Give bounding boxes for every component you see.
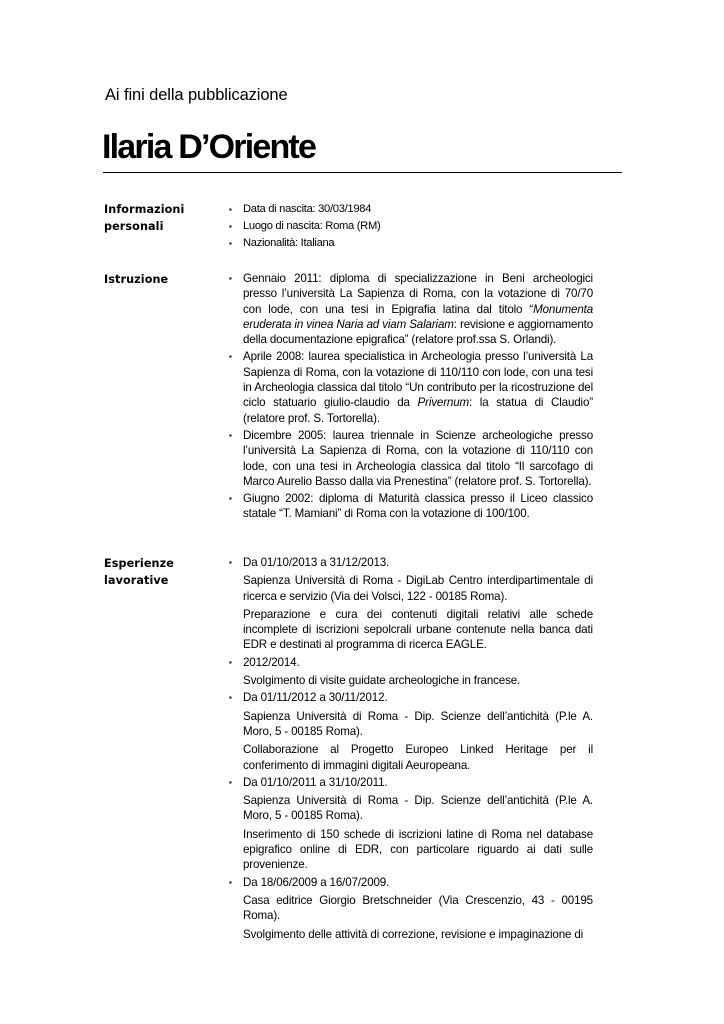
job-employer: Sapienza Università di Roma - DigiLab Centro interdipartimentale di ricerca e servizio (Via dei Volsci, 122 - 00185 Roma). <box>243 574 593 603</box>
education-list <box>229 271 594 522</box>
bullet-icon: ▪ <box>229 239 232 249</box>
section-label-line: Esperienze <box>104 557 174 570</box>
list-item <box>229 775 593 873</box>
bullet-icon: ▪ <box>229 430 232 440</box>
education-entry <box>243 271 593 347</box>
entry-italic-title: Monumenta eruderata in vinea Naria ad viam Salariam <box>243 302 593 331</box>
job-description: Collaborazione al Progetto Europeo Linked Heritage per il conferimento di immagini digitali Aeuropeana. <box>243 743 593 772</box>
education-entry: Dicembre 2005: laurea triennale in Scienze archeologiche presso l’università La Sapienza di Roma, con la votazione di 110/110 con lode, con una tesi in Archeologia classica dal titolo “Il sarcofago di Marco Aurelio Basso dalla via Prenestina” (relatore prof. S. Tortorella). <box>243 428 593 488</box>
job-period: Da 01/11/2012 a 30/11/2012. <box>243 691 388 705</box>
list-item <box>229 201 593 218</box>
entry-italic-title: Privernum <box>417 396 470 410</box>
list-item <box>229 271 594 347</box>
list-item <box>229 655 593 689</box>
section-label-line: Informazioni <box>104 203 185 216</box>
education-entry <box>243 349 593 425</box>
job-period: Da 01/10/2013 a 31/12/2013. <box>243 556 390 569</box>
list-item <box>229 235 593 252</box>
list-item <box>229 555 593 653</box>
list-item <box>229 690 593 772</box>
personal-nationality: Nazionalità: Italiana <box>243 237 335 250</box>
entry-text: Aprile 2008: laurea specialistica in Archeologia presso l’università La Sapienza di Roma, con la votazione di 110/110 con lode, con una tesi in Archeologia classica dal titolo “Un contributo per la ricostruzione del ciclo statuario giulio-claudio da <box>243 350 593 410</box>
bullet-icon: ▪ <box>229 693 232 703</box>
entry-text: : revisione e aggiornamento della documentazione epigrafica” (relatore prof.ssa S. Orlandi). <box>243 317 594 347</box>
section-label-personal <box>104 201 214 235</box>
list-item <box>229 428 593 489</box>
list-item <box>229 491 593 522</box>
personal-birthdate: Data di nascita: 30/03/1984 <box>243 203 372 215</box>
bullet-icon: ▪ <box>229 494 232 504</box>
bullet-icon: ▪ <box>229 222 232 232</box>
entry-text: Gennaio 2011: diploma di specializzazione in Beni archeologici presso l’università La Sapienza di Roma, con la votazione di 70/70 con lode, con una tesi in Epigrafia latina dal titolo “ <box>243 272 593 316</box>
publication-note: Ai fini della pubblicazione <box>105 86 288 104</box>
person-name: Ilaria D’Oriente <box>102 128 316 166</box>
section-label-line: personali <box>104 220 164 233</box>
personal-list <box>229 201 593 253</box>
title-divider <box>103 172 622 173</box>
personal-birthplace: Luogo di nascita: Roma (RM) <box>243 220 381 233</box>
entry-text: : la statua di Claudio” (relatore prof. S. Tortorella). <box>243 396 593 425</box>
job-description: Inserimento di 150 schede di iscrizioni latine di Roma nel database epigrafico online di EDR, con particolare riguardo ai dati sulle provenienze. <box>243 827 593 872</box>
list-item <box>229 218 593 235</box>
job-employer: Casa editrice Giorgio Bretschneider (Via Crescenzio, 43 - 00195 Roma). <box>243 893 593 923</box>
section-label-experience <box>104 555 214 589</box>
job-employer: Sapienza Università di Roma - Dip. Scienze dell’antichità (P.le A. Moro, 5 - 00185 Roma). <box>243 794 593 823</box>
list-item <box>229 349 593 425</box>
experience-list <box>229 555 593 942</box>
bullet-icon: ▪ <box>229 877 232 887</box>
job-description: Svolgimento delle attività di correzione, revisione e impaginazione di <box>243 927 584 941</box>
job-employer: Sapienza Università di Roma - Dip. Scienze dell’antichità (P.le A. Moro, 5 - 00185 Roma). <box>243 709 593 738</box>
section-label-education: Istruzione <box>104 273 169 286</box>
job-period: 2012/2014. <box>243 655 300 669</box>
bullet-icon: ▪ <box>229 657 232 667</box>
job-period: Da 18/06/2009 a 16/07/2009. <box>243 875 390 889</box>
bullet-icon: ▪ <box>229 558 232 567</box>
bullet-icon: ▪ <box>229 777 232 787</box>
education-entry: Giugno 2002: diploma di Maturità classica presso il Liceo classico statale “T. Mamiani” di Roma con la votazione di 100/100. <box>243 492 593 521</box>
job-description: Preparazione e cura dei contenuti digitali relativi alle schede incomplete di iscrizioni sepolcrali urbane contenute nella banca dati EDR e destinati al programma di ricerca EAGLE. <box>243 607 593 652</box>
job-period: Da 01/10/2011 a 31/10/2011. <box>243 775 388 789</box>
job-description: Svolgimento di visite guidate archeologiche in francese. <box>243 674 521 688</box>
list-item <box>229 875 593 942</box>
bullet-icon: ▪ <box>229 205 232 214</box>
section-label-line: lavorative <box>104 574 169 587</box>
bullet-icon: ▪ <box>229 274 232 283</box>
bullet-icon: ▪ <box>229 352 232 362</box>
